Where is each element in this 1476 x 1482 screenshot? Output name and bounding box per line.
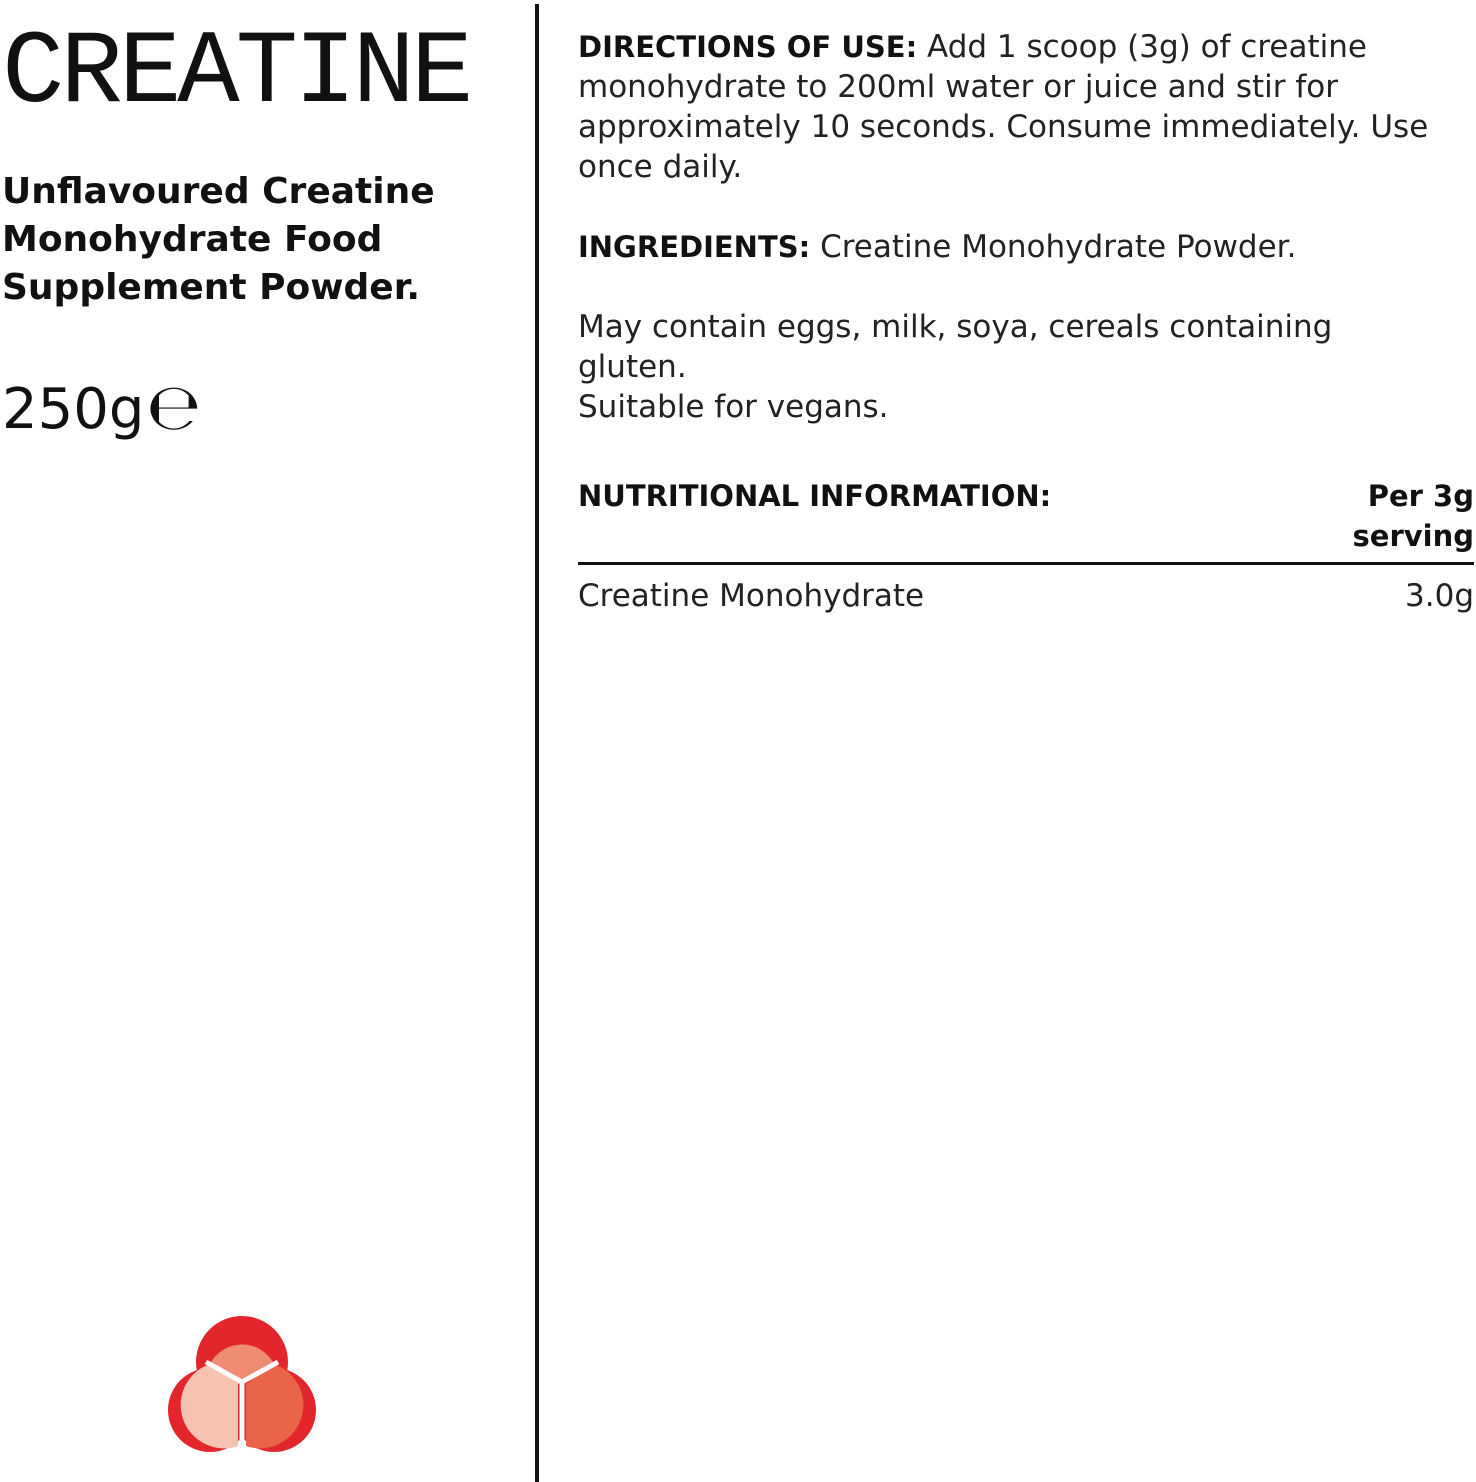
ingredients — [578, 227, 1448, 267]
vegan-statement: Suitable for vegans. — [578, 389, 889, 425]
product-title: CREATINE — [2, 15, 470, 133]
ingredients-text: Creatine Monohydrate Powder. — [810, 229, 1297, 265]
table-row — [578, 576, 1474, 616]
nutrition-heading: NUTRITIONAL INFORMATION: — [578, 479, 1052, 513]
directions-label: DIRECTIONS OF USE: — [578, 30, 918, 64]
estimated-sign-icon: ℮ — [146, 371, 202, 445]
ingredients-label: INGREDIENTS: — [578, 230, 811, 264]
directions-text: Add 1 scoop (3g) of creatine monohydrate to 200ml water or juice and stir for approximately 10 seconds. Consume immediately. Use once daily. — [578, 29, 1429, 185]
nutrition-per-serving-header: Per 3g serving — [1352, 479, 1474, 553]
nutrient-value: 3.0g — [1405, 578, 1474, 614]
brand-logo-icon — [166, 1312, 318, 1456]
nutrition-table-rule — [578, 562, 1474, 565]
net-weight: 250g — [2, 377, 145, 442]
product-subtitle: Unflavoured Creatine Monohydrate Food Supplement Powder. — [2, 171, 435, 308]
info-panel — [578, 0, 1474, 1482]
allergen-warning: May contain eggs, milk, soya, cereals containing gluten. — [578, 309, 1333, 385]
nutrient-name: Creatine Monohydrate — [578, 578, 925, 614]
directions-of-use — [578, 27, 1448, 187]
column-divider — [535, 4, 539, 1482]
net-weight-row — [2, 371, 202, 445]
product-panel — [0, 0, 530, 1482]
